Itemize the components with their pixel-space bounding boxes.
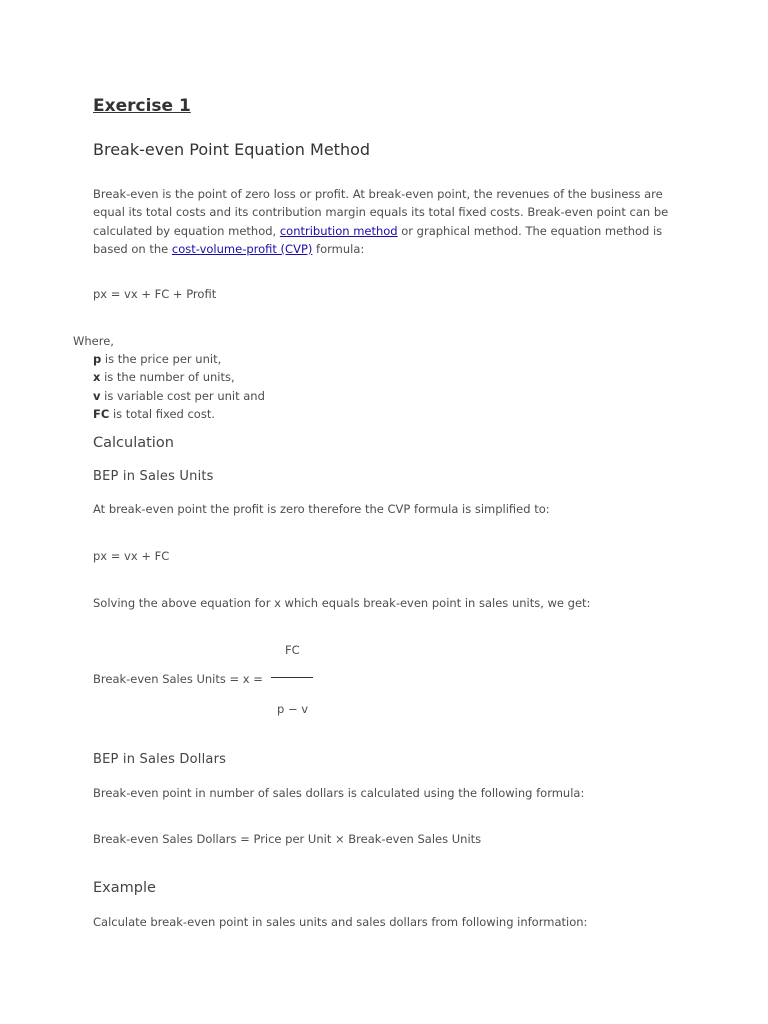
simplified-formula: px = vx + FC [93,549,170,563]
section-title: Break-even Point Equation Method [93,140,371,159]
bep-dollars-heading: BEP in Sales Dollars [93,752,227,767]
definition-symbol: v [93,389,101,403]
fraction-bar [271,677,313,678]
calculation-heading: Calculation [93,435,174,451]
dollars-formula: Break-even Sales Dollars = Price per Unit × Break-even Sales Units [93,832,482,846]
solving-text: Solving the above equation for x which equals break-even point in sales units, we get: [93,596,591,610]
cvp-link[interactable]: cost-volume-profit (CVP) [171,241,313,256]
fraction-denominator: p − v [277,702,309,716]
cvp-formula: px = vx + FC + Profit [93,287,217,301]
bep-units-text: At break-even point the profit is zero therefore the CVP formula is simplified to: [93,502,550,516]
intro-paragraph [93,185,673,258]
definition-symbol: x [93,370,101,384]
definition-text: is total fixed cost. [109,407,215,421]
definition-p [93,352,221,366]
example-text: Calculate break-even point in sales units and sales dollars from following information: [93,915,588,929]
where-label: Where, [73,334,114,348]
definition-symbol: p [93,352,102,366]
intro-text-3: formula: [312,241,365,256]
bep-units-heading: BEP in Sales Units [93,469,214,484]
intro-text-1: Break-even is the point of zero loss or profit. At break-even point, the revenues of the business are equal its total costs and its contribution margin equals its total fixed costs. Break-even point can be calculated by equation method, [93,187,669,238]
definition-fc [93,407,215,421]
fraction-numerator: FC [285,643,300,657]
example-heading: Example [93,880,156,896]
definition-v [93,389,265,403]
contribution-method-link[interactable]: contribution method [279,223,398,238]
bep-dollars-text: Break-even point in number of sales dollars is calculated using the following formula: [93,786,585,800]
definition-text: is the price per unit, [101,352,222,366]
definition-symbol: FC [93,407,110,421]
fraction-lhs: Break-even Sales Units = x = [93,672,263,686]
intro-text-2: or graphical method. The equation method is based on the [93,223,663,256]
exercise-title: Exercise 1 [93,96,191,116]
definition-text: is the number of units, [100,370,235,384]
definition-x [93,370,235,384]
definition-text: is variable cost per unit and [100,389,265,403]
